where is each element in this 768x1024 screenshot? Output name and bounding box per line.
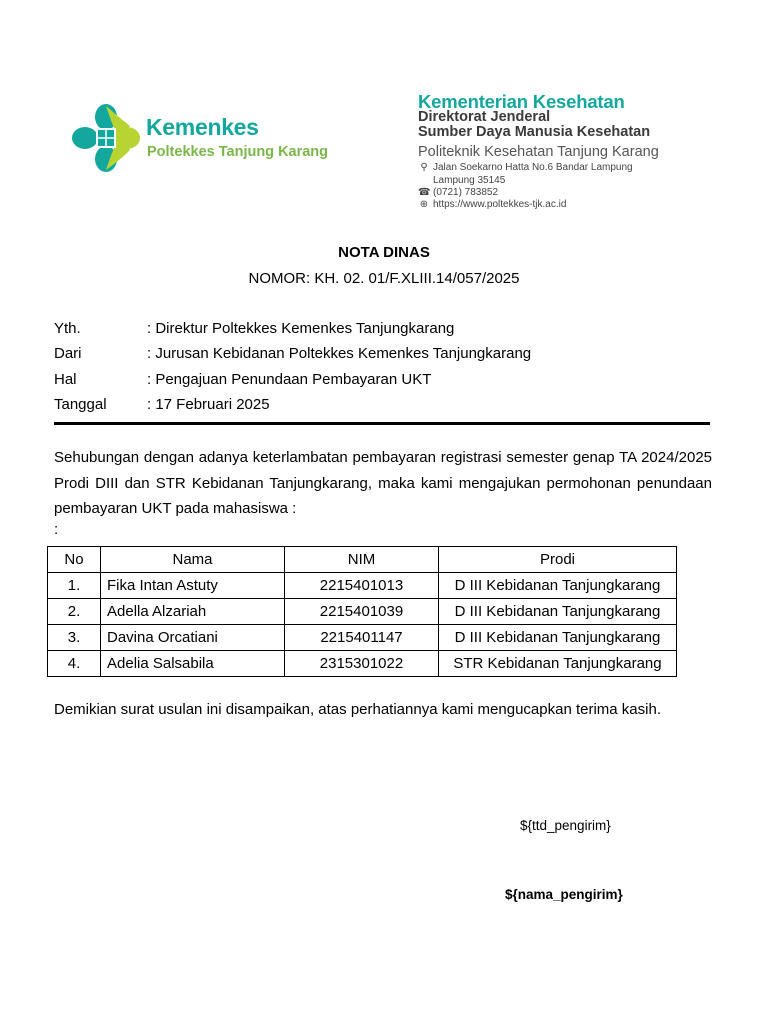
document-title: NOTA DINAS: [338, 244, 430, 261]
document-number: NOMOR: KH. 02. 01/F.XLIII.14/057/2025: [248, 270, 520, 287]
address-text: Jalan Soekarno Hatta No.6 Bandar Lampung: [433, 162, 633, 173]
cell-nim: 2215401039: [285, 599, 439, 625]
phone-line: [418, 187, 498, 198]
header-nama: Nama: [101, 547, 285, 573]
address-line: [418, 162, 633, 173]
meta-value-dari: : Jurusan Kebidanan Poltekkes Kemenkes Tanjungkarang: [147, 345, 532, 362]
cell-nama: Fika Intan Astuty: [101, 573, 285, 599]
table-row: [48, 573, 677, 599]
cell-prodi: STR Kebidanan Tanjungkarang: [439, 651, 677, 677]
cell-no: 2.: [48, 599, 101, 625]
meta-label-tanggal: Tanggal: [54, 396, 107, 413]
website-link[interactable]: https://www.poltekkes-tjk.ac.id: [433, 199, 567, 210]
phone-text: (0721) 783852: [433, 187, 499, 198]
brand-subtitle: Poltekkes Tanjung Karang: [147, 144, 329, 160]
meta-label-dari: Dari: [54, 345, 82, 362]
body-paragraph: Sehubungan dengan adanya keterlambatan pembayaran registrasi semester genap TA 2024/2025 Prodi DIII dan STR Kebidanan Tanjungkarang, maka kami mengajukan permohonan penundaan pembayaran UKT pada mahasiswa :: [54, 449, 712, 517]
directorate-name: Direktorat Jenderal: [418, 109, 551, 125]
cell-nama: Davina Orcatiani: [101, 625, 285, 651]
cell-no: 3.: [48, 625, 101, 651]
cell-nama: Adelia Salsabila: [101, 651, 285, 677]
sender-name-placeholder: ${nama_pengirim}: [505, 887, 623, 902]
cell-nim: 2215401147: [285, 625, 439, 651]
cell-nim: 2315301022: [285, 651, 439, 677]
meta-label-yth: Yth.: [54, 320, 81, 337]
cell-prodi: D III Kebidanan Tanjungkarang: [439, 599, 677, 625]
meta-value-hal: : Pengajuan Penundaan Pembayaran UKT: [147, 371, 432, 388]
closing-paragraph: Demikian surat usulan ini disampaikan, atas perhatiannya kami mengucapkan terima kasih.: [54, 701, 661, 718]
cell-prodi: D III Kebidanan Tanjungkarang: [439, 573, 677, 599]
meta-value-tanggal: : 17 Februari 2025: [147, 396, 270, 413]
brand-name: Kemenkes: [146, 114, 259, 140]
institution-name: Politeknik Kesehatan Tanjung Karang: [418, 144, 659, 160]
header-nim: NIM: [285, 547, 439, 573]
address-line-2: Lampung 35145: [433, 175, 506, 186]
cell-prodi: D III Kebidanan Tanjungkarang: [439, 625, 677, 651]
table-row: [48, 651, 677, 677]
globe-icon: ⊕: [419, 199, 429, 210]
signature-placeholder: ${ttd_pengirim}: [520, 818, 611, 833]
table-row: [48, 625, 677, 651]
kemenkes-logo-icon: [72, 104, 140, 172]
website-line[interactable]: [418, 199, 566, 210]
cell-no: 1.: [48, 573, 101, 599]
colon-line: :: [54, 521, 59, 538]
cell-no: 4.: [48, 651, 101, 677]
cell-nim: 2215401013: [285, 573, 439, 599]
table-row: [48, 599, 677, 625]
ministry-name: Kementerian Kesehatan: [418, 91, 625, 112]
header-divider: [54, 422, 710, 425]
header-no: No: [48, 547, 101, 573]
student-table: [47, 546, 677, 677]
meta-value-yth: : Direktur Poltekkes Kemenkes Tanjungkarang: [147, 320, 455, 337]
header-prodi: Prodi: [439, 547, 677, 573]
location-pin-icon: ⚲: [420, 162, 428, 173]
sdm-name: Sumber Daya Manusia Kesehatan: [418, 124, 651, 140]
phone-icon: ☎: [418, 187, 431, 198]
meta-label-hal: Hal: [54, 371, 77, 388]
cell-nama: Adella Alzariah: [101, 599, 285, 625]
table-header-row: [48, 547, 677, 573]
